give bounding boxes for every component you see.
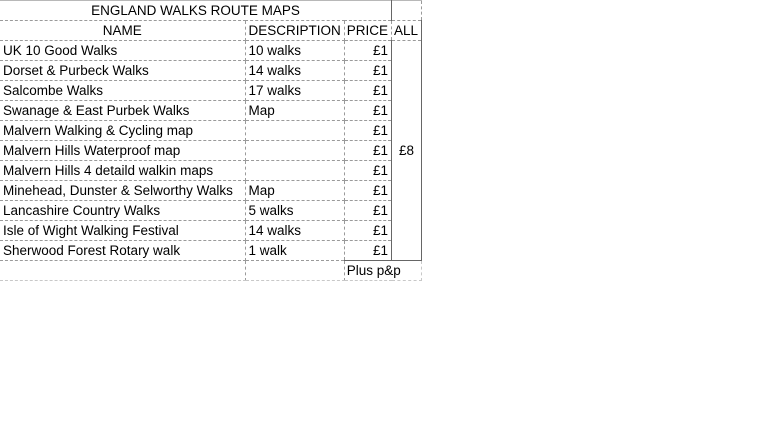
cell-description: 10 walks xyxy=(245,41,344,61)
cell-description: 14 walks xyxy=(245,61,344,81)
table-row xyxy=(0,161,422,181)
header-name: NAME xyxy=(0,21,245,41)
cell-description: 17 walks xyxy=(245,81,344,101)
cell-description: 14 walks xyxy=(245,221,344,241)
cell-price: £1 xyxy=(344,241,391,261)
cell-price: £1 xyxy=(344,201,391,221)
header-description: DESCRIPTION xyxy=(245,21,344,41)
cell-name: Dorset & Purbeck Walks xyxy=(0,61,245,81)
table-row xyxy=(0,241,422,261)
table-row xyxy=(0,221,422,241)
cell-description xyxy=(245,161,344,181)
footer-row xyxy=(0,261,422,281)
cell-name: Lancashire Country Walks xyxy=(0,201,245,221)
cell-price: £1 xyxy=(344,101,391,121)
table-row xyxy=(0,81,422,101)
cell-price: £1 xyxy=(344,41,391,61)
cell-name: Malvern Hills Waterproof map xyxy=(0,141,245,161)
table-row xyxy=(0,181,422,201)
cell-price: £1 xyxy=(344,121,391,141)
cell-price: £1 xyxy=(344,61,391,81)
cell-price: £1 xyxy=(344,181,391,201)
cell-name: Sherwood Forest Rotary walk xyxy=(0,241,245,261)
cell-description: Map xyxy=(245,181,344,201)
header-row xyxy=(0,21,422,41)
table-row xyxy=(0,101,422,121)
table-row xyxy=(0,201,422,221)
header-price: PRICE xyxy=(344,21,391,41)
cell-price: £1 xyxy=(344,81,391,101)
cell-description: 1 walk xyxy=(245,241,344,261)
cell-name: UK 10 Good Walks xyxy=(0,41,245,61)
cell-name: Isle of Wight Walking Festival xyxy=(0,221,245,241)
all-price-cell: £8 xyxy=(392,41,422,261)
table-row xyxy=(0,141,422,161)
cell-description xyxy=(245,121,344,141)
empty-cell xyxy=(245,261,344,281)
cell-price: £1 xyxy=(344,161,391,181)
table-row xyxy=(0,61,422,81)
spreadsheet xyxy=(0,0,422,281)
walks-table xyxy=(0,0,422,281)
cell-price: £1 xyxy=(344,221,391,241)
cell-description: 5 walks xyxy=(245,201,344,221)
postage-note: Plus p&p xyxy=(344,261,421,281)
empty-cell xyxy=(392,1,422,21)
cell-description: Map xyxy=(245,101,344,121)
table-row xyxy=(0,121,422,141)
cell-name: Minehead, Dunster & Selworthy Walks xyxy=(0,181,245,201)
cell-name: Malvern Walking & Cycling map xyxy=(0,121,245,141)
cell-price: £1 xyxy=(344,141,391,161)
cell-name: Swanage & East Purbek Walks xyxy=(0,101,245,121)
header-all: ALL xyxy=(392,21,422,41)
cell-name: Malvern Hills 4 detaild walkin maps xyxy=(0,161,245,181)
cell-description xyxy=(245,141,344,161)
table-title: ENGLAND WALKS ROUTE MAPS xyxy=(0,1,392,21)
cell-name: Salcombe Walks xyxy=(0,81,245,101)
table-row xyxy=(0,41,422,61)
title-row xyxy=(0,1,422,21)
empty-cell xyxy=(0,261,245,281)
